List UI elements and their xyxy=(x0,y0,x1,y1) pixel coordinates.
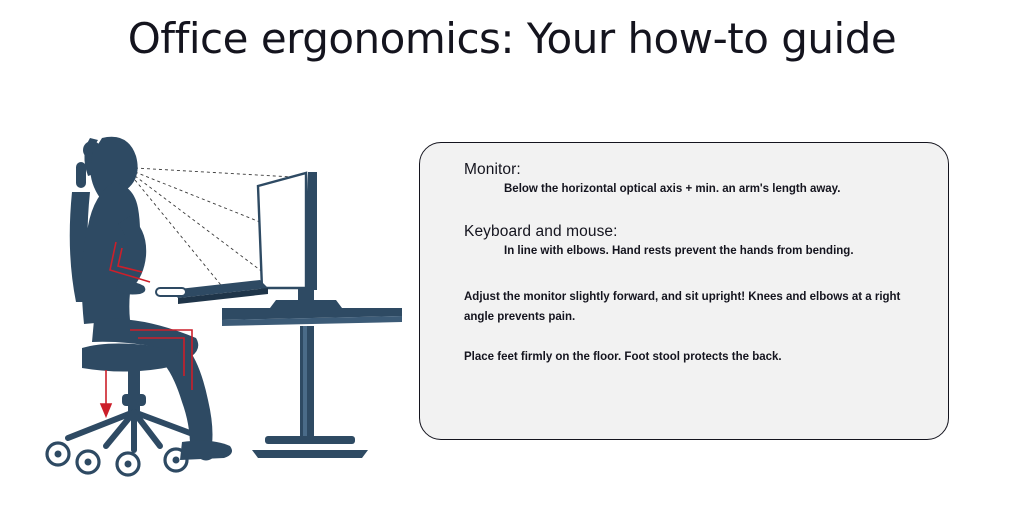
page-title: Office ergonomics: Your how-to guide xyxy=(127,14,897,63)
spacer-3 xyxy=(464,327,922,351)
keyboard-text: In line with elbows. Hand rests prevent the hands from bending. xyxy=(504,245,854,257)
seat-height-arrow xyxy=(101,370,111,416)
person-seated-at-desk-ergonomics-diagram xyxy=(10,120,410,500)
monitor-text: Below the horizontal optical axis + min. an arm's length away. xyxy=(504,183,841,195)
footer-note xyxy=(464,351,922,363)
spacer-2 xyxy=(464,257,922,287)
footer-note-bold: Place feet firmly on the floor. xyxy=(464,351,622,364)
spacer-1 xyxy=(464,195,922,223)
monitor xyxy=(258,172,342,308)
height-adjustable-desk xyxy=(222,308,402,458)
monitor-heading: Monitor: xyxy=(464,161,521,178)
info-panel xyxy=(419,142,949,440)
footer-note-rest: Foot stool protects the back. xyxy=(621,351,782,364)
advice-paragraph: Adjust the monitor slightly forward, and sit upright! Knees and elbows at a right angle prevents pain. xyxy=(464,291,901,324)
keyboard-heading: Keyboard and mouse: xyxy=(464,223,618,240)
keyboard xyxy=(156,280,268,304)
